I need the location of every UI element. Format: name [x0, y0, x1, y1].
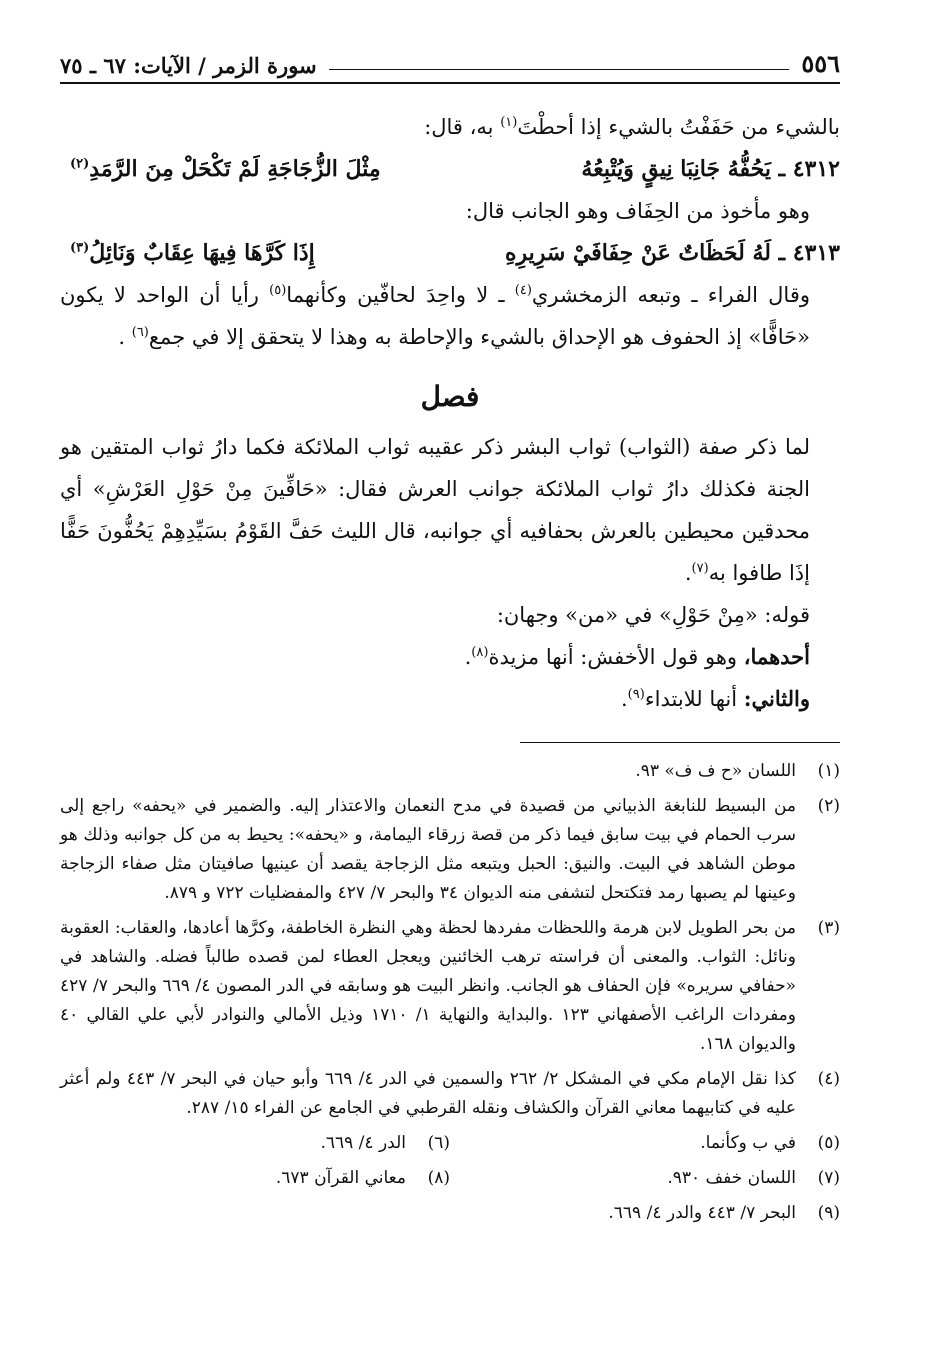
main-text: [60, 106, 840, 720]
footnote: (٢) من البسيط للنابغة الذبياني من قصيدة في مدح النعمان والاعتذار إليه. والضمير في «يحفه» راجع إلى سرب الحمام في بيت سابق فيما ذكر من قصة زرقاء اليمامة، و «يحفه»: يحيط به من كل جوانبه وذلك هو موطن الشاهد في البيت. والنيق: الحبل ويتبعه مثل الزجاجة يقصد أن عينيها صافيتان مثل صفاء الزجاجة وعينها لم يصبها رمد فتكتحل لتشفى منه الديوان ٣٤ والبحر ٧/ ٤٢٧ والمفضليات ٧٢٢ و ٨٧٩.: [60, 796, 840, 903]
header-rule: [329, 69, 790, 70]
text-line: والثاني: أنها للابتداء$^{(٩)}$.: [620, 686, 810, 711]
footnote: (٦) الدر ٤/ ٦٦٩.: [320, 1133, 450, 1153]
footnote: (٣) من بحر الطويل لابن هرمة واللحظات مفردها لحظة وهي النظرة الخاطفة، وكرَّها أعادها، والعقاب: العقوبة ونائل: الثواب. والمعنى أن فراسته ترهب الخائنين ويعجل العطاء لمن قصده طالباً فضله. والشاهد في «حفافي سريره» فإن الحفاف هو الجانب. وانظر البيت هو وسابقه في الدر المصون ٤/ ٦٦٩ والبحر ٧/ ٤٢٧ ومفردات الراغب الأصفهاني ١٢٣ .والبداية والنهاية ١/ ١٧١٠ وذيل الأمالي والنوادر لأبي علي القالي ٤٠ والديوان ١٦٨.: [60, 918, 840, 1054]
poetry-verse: [60, 232, 840, 274]
section-heading: فصل: [420, 380, 480, 413]
book-page: [60, 48, 840, 1234]
text-line: بالشيء من حَفَفْتُ بالشيء إذا أحطْتَ$^{(١)}$ به، قال:: [424, 115, 840, 139]
footnote: (٨) معاني القرآن ٦٧٣.: [275, 1168, 450, 1188]
footnotes: [60, 757, 840, 1228]
poetry-verse: [60, 148, 840, 190]
text-line: أحدهما، وهو قول الأخفش: أنها مزيدة$^{(٨)}$.: [464, 644, 810, 669]
verse-second-half: إِذَا كَرَّهَا فِيهَا عِقَابٌ وَنَائِلُ$^{(٣)}$: [70, 240, 315, 266]
footnote: (٤) كذا نقل الإمام مكي في المشكل ٢/ ٢٦٢ والسمين في الدر ٤/ ٦٦٩ وأبو حيان في البحر ٧/ ٤٤٣ ولم أعثر عليه في كتابيهما معاني القرآن والكشاف ونقله القرطبي في الجامع عن الفراء ١٥/ ٢٨٧.: [60, 1069, 840, 1118]
text-line: وهو مأخوذ من الحِفَاف وهو الجانب قال:: [465, 199, 810, 223]
verse-second-half: مِثْلَ الزُّجَاجَةِ لَمْ تَكْحَلْ مِنَ الرَّمَدِ$^{(٢)}$: [70, 156, 381, 182]
running-head: [60, 48, 840, 84]
footnote-separator: [520, 742, 840, 743]
page-number: ٥٥٦: [801, 49, 840, 78]
paragraph: لما ذكر صفة (الثواب) ثواب البشر ذكر عقيبه ثواب الملائكة فكما دارُ ثواب المتقين هو الجنة فكذلك دارُ ثواب الملائكة جوانب العرش فقال: «حَافِّينَ مِنْ حَوْلِ العَرْشِ» أي محدقين محيطين بالعرش بحفافيه أي جوانبه، قال الليث حَفَّ القَوْمُ بسَيِّدِهِمْ يَحُفُّونَ حَفًّا إذَا طافوا به$^{(٧)}$.: [60, 435, 810, 585]
verse-first-half: ٤٣١٣ ـ لَهُ لَحَظَاتٌ عَنْ حِفَافَيْ سَرِيرِهِ: [504, 240, 840, 266]
surah-info: سورة الزمر / الآيات: ٦٧ ـ ٧٥: [60, 53, 317, 78]
footnote: (١) اللسان «ح ف ف» ٩٣.: [635, 761, 840, 781]
paragraph: وقال الفراء ـ وتبعه الزمخشري$^{(٤)}$ ـ لا واحِدَ لحافّين وكأنهما$^{(٥)}$ رأيا أن الواحد لا يكون «حَافًّا» إذ الحفوف هو الإحداق بالشيء والإحاطة به وهذا لا يتحقق إلا في جمع$^{(٦)}$ .: [60, 283, 810, 349]
footnote-row: [60, 1164, 840, 1193]
text-line: قوله: «مِنْ حَوْلِ» في «من» وجهان:: [496, 603, 810, 627]
footnote: (٥) في ب وكأنما.: [700, 1133, 840, 1153]
footnote: (٩) البحر ٧/ ٤٤٣ والدر ٤/ ٦٦٩.: [608, 1203, 840, 1223]
verse-first-half: ٤٣١٢ ـ يَحُفُّهُ جَانِبَا نِيقٍ وَيُتْبِعُهُ: [581, 156, 840, 182]
footnote: (٧) اللسان خفف ٩٣٠.: [667, 1168, 840, 1188]
footnote-row: [60, 1129, 840, 1158]
